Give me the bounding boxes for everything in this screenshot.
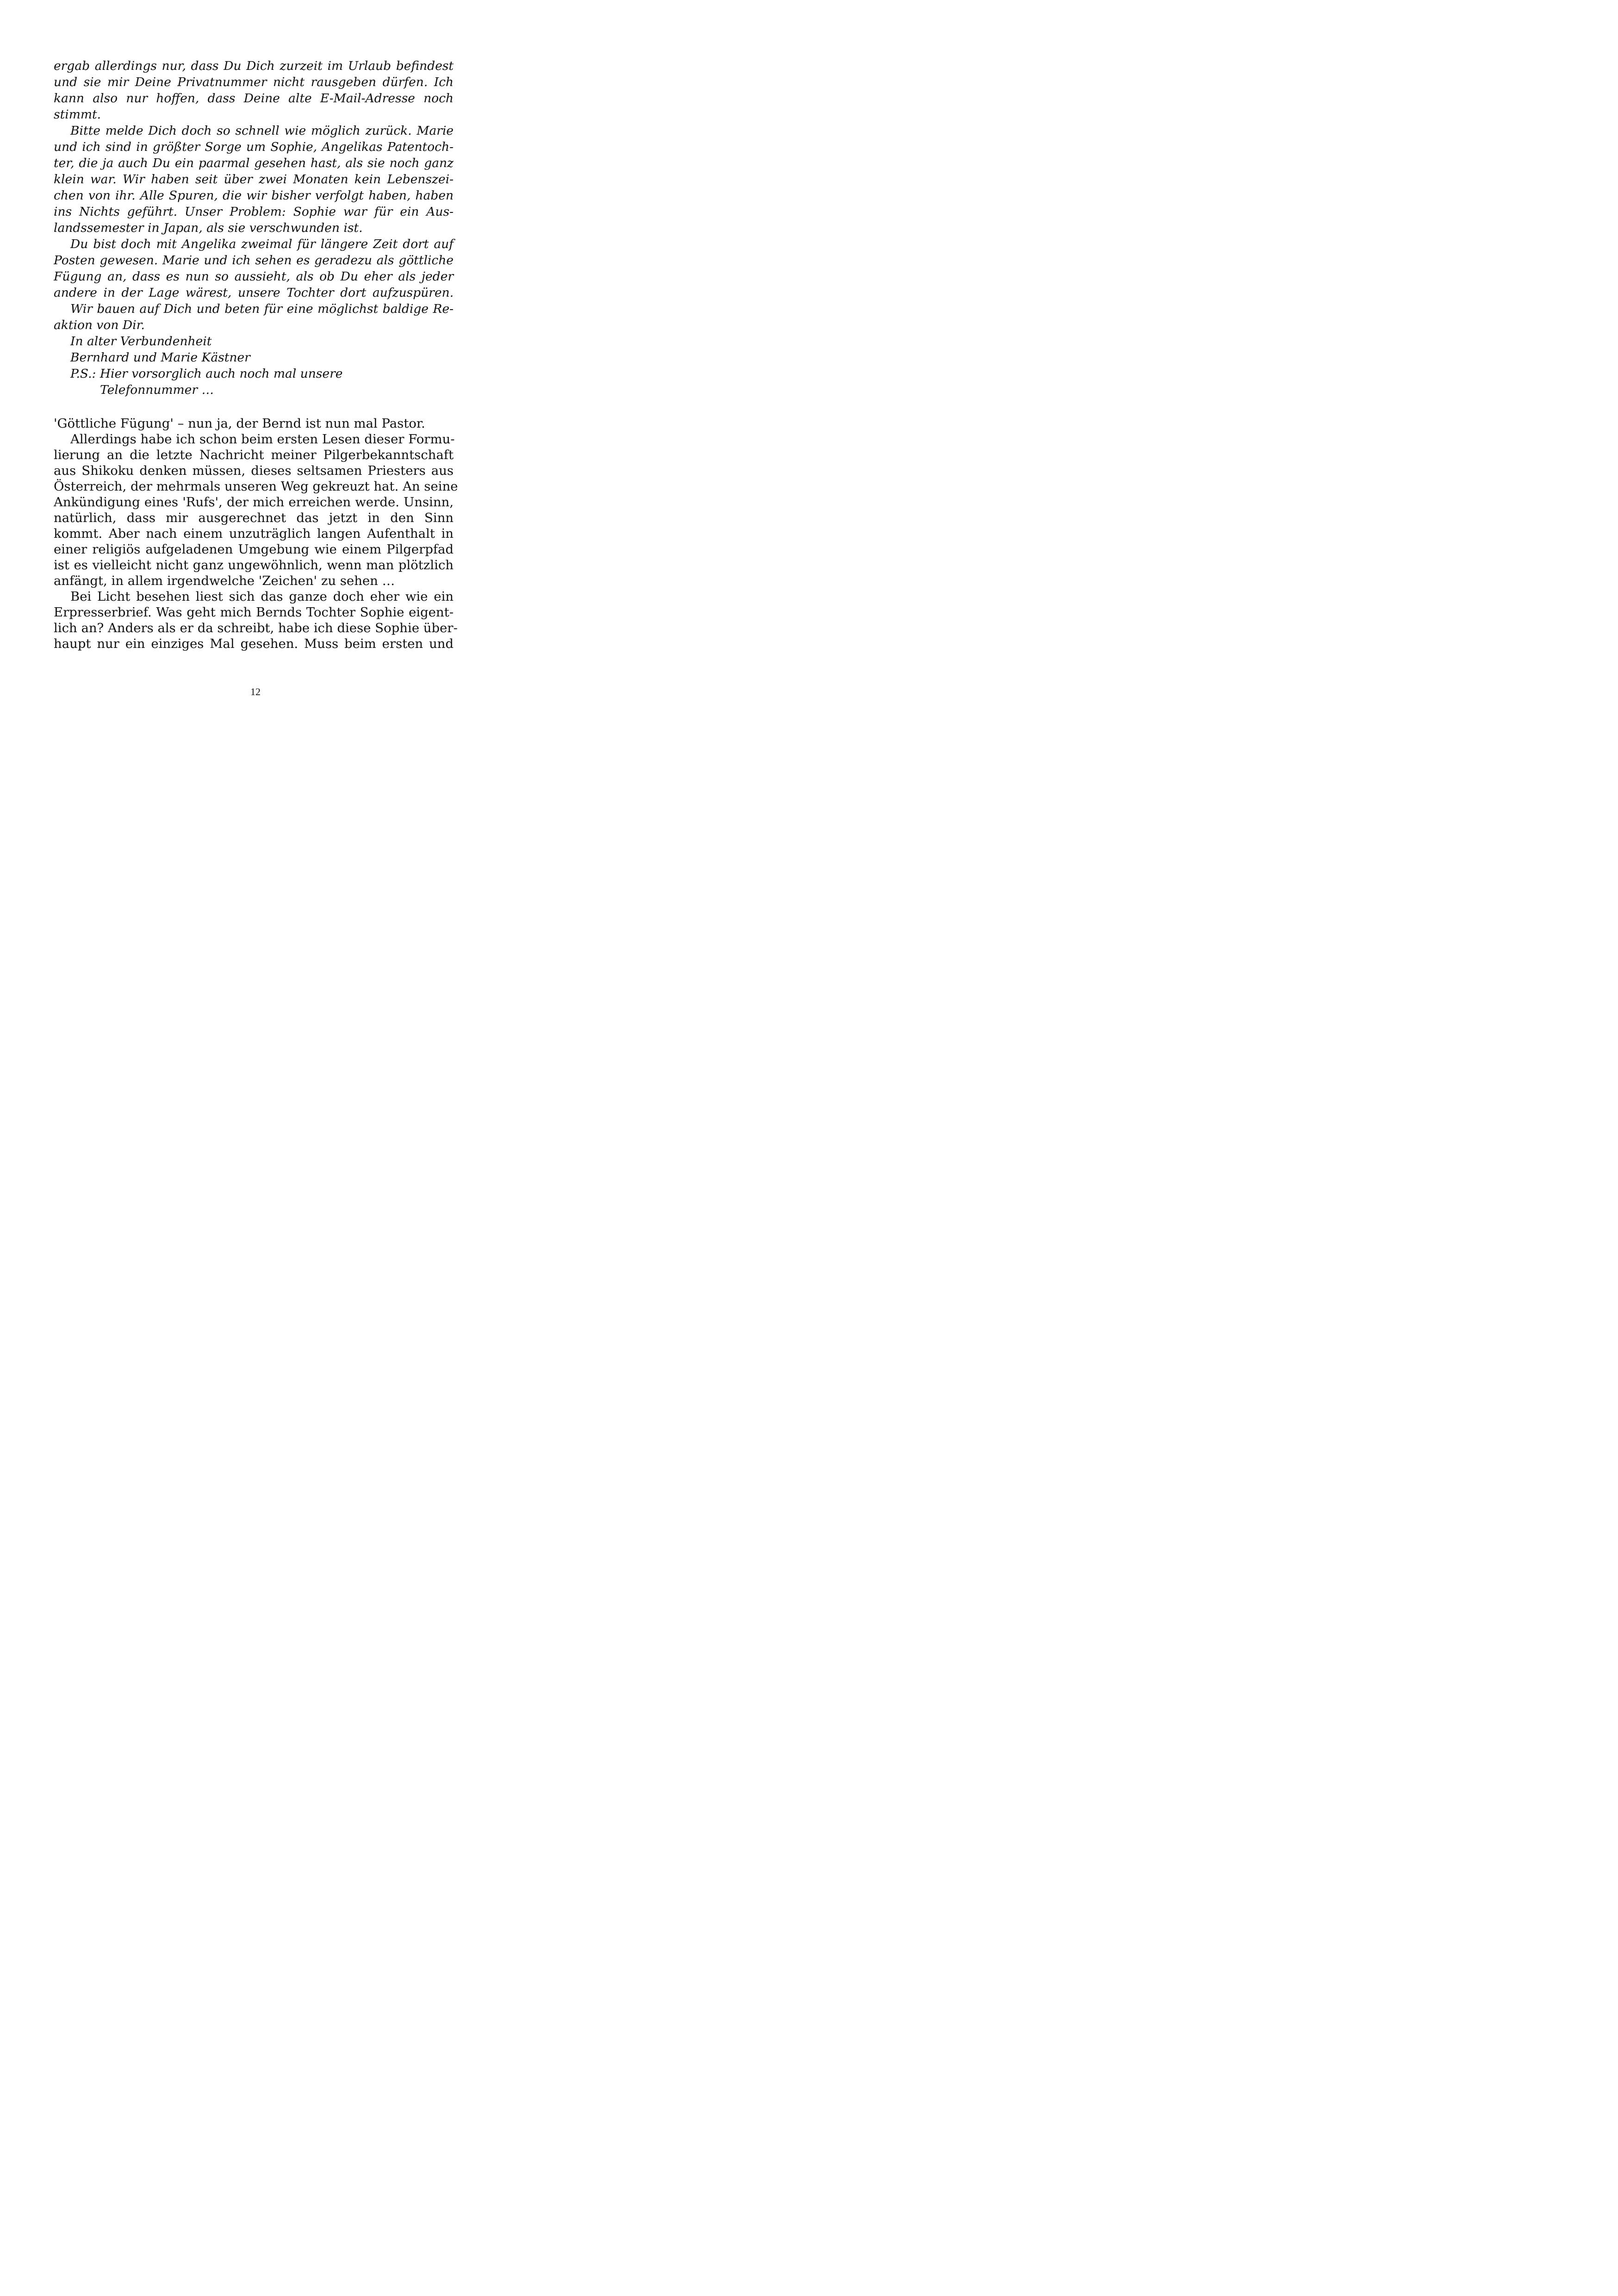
body-line: Erpresserbrief. Was geht mich Bernds Tochter Sophie eigent- (54, 605, 454, 620)
letter-line: und ich sind in größter Sorge um Sophie, Angelikas Patentoch- (54, 140, 454, 154)
letter-line: ergab allerdings nur, dass Du Dich zurzeit im Urlaub befindest (54, 59, 454, 73)
body-line: haupt nur ein einziges Mal gesehen. Muss beim ersten und (54, 636, 454, 651)
letter-line: Du bist doch mit Angelika zweimal für längere Zeit dort auf (70, 237, 454, 251)
letter-line: aktion von Dir. (54, 318, 145, 332)
body-line: anfängt, in allem irgendwelche 'Zeichen' zu sehen … (54, 573, 395, 588)
letter-line: Bitte melde Dich doch so schnell wie möglich zurück. Marie (70, 124, 454, 138)
body-line: Allerdings habe ich schon beim ersten Lesen dieser Formu- (70, 432, 455, 447)
letter-line: Fügung an, dass es nun so aussieht, als ob Du eher als jeder (54, 269, 454, 284)
letter-line: klein war. Wir haben seit über zwei Monaten kein Lebenszei- (54, 172, 454, 187)
letter-line: landssemester in Japan, als sie verschwunden ist. (54, 221, 363, 235)
letter-postscript: Telefonnummer … (100, 383, 214, 397)
body-line: kommt. Aber nach einem unzuträglich langen Aufenthalt in (54, 526, 454, 541)
letter-line: stimmt. (54, 107, 101, 122)
letter-postscript: P.S.: Hier vorsorglich auch noch mal unsere (70, 367, 343, 381)
body-line: Österreich, der mehrmals unseren Weg gekreuzt hat. An seine (54, 479, 458, 494)
letter-line: ter, die ja auch Du ein paarmal gesehen hast, als sie noch ganz (54, 156, 454, 170)
book-page (0, 0, 511, 725)
body-line: ist es vielleicht nicht ganz ungewöhnlich, wenn man plötzlich (54, 558, 454, 572)
letter-closing: In alter Verbundenheit (70, 334, 212, 348)
body-line: einer religiös aufgeladenen Umgebung wie einem Pilgerpfad (54, 542, 454, 557)
body-line: 'Göttliche Fügung' – nun ja, der Bernd ist nun mal Pastor. (54, 416, 425, 431)
body-line: natürlich, dass mir ausgerechnet das jetzt in den Sinn (54, 510, 454, 525)
letter-line: und sie mir Deine Privatnummer nicht rausgeben dürfen. Ich (54, 75, 454, 89)
letter-line: chen von ihr. Alle Spuren, die wir bisher verfolgt haben, haben (54, 188, 454, 203)
body-line: Bei Licht besehen liest sich das ganze doch eher wie ein (70, 589, 454, 604)
body-line: Ankündigung eines 'Rufs', der mich erreichen werde. Unsinn, (54, 495, 454, 510)
body-line: lierung an die letzte Nachricht meiner Pilgerbekanntschaft (54, 448, 454, 462)
letter-line: Wir bauen auf Dich und beten für eine möglichst baldige Re- (70, 302, 454, 316)
letter-line: andere in der Lage wärest, unsere Tochter dort aufzuspüren. (54, 286, 454, 300)
page-number: 12 (250, 686, 261, 697)
letter-line: Posten gewesen. Marie und ich sehen es geradezu als göttliche (54, 253, 454, 268)
body-line: aus Shikoku denken müssen, dieses seltsamen Priesters aus (54, 463, 454, 478)
letter-line: ins Nichts geführt. Unser Problem: Sophie war für ein Aus- (54, 205, 454, 219)
letter-signature: Bernhard und Marie Kästner (70, 350, 250, 365)
body-line: lich an? Anders als er da schreibt, habe ich diese Sophie über- (54, 621, 458, 635)
letter-line: kann also nur hoffen, dass Deine alte E-Mail-Adresse noch (54, 91, 454, 106)
